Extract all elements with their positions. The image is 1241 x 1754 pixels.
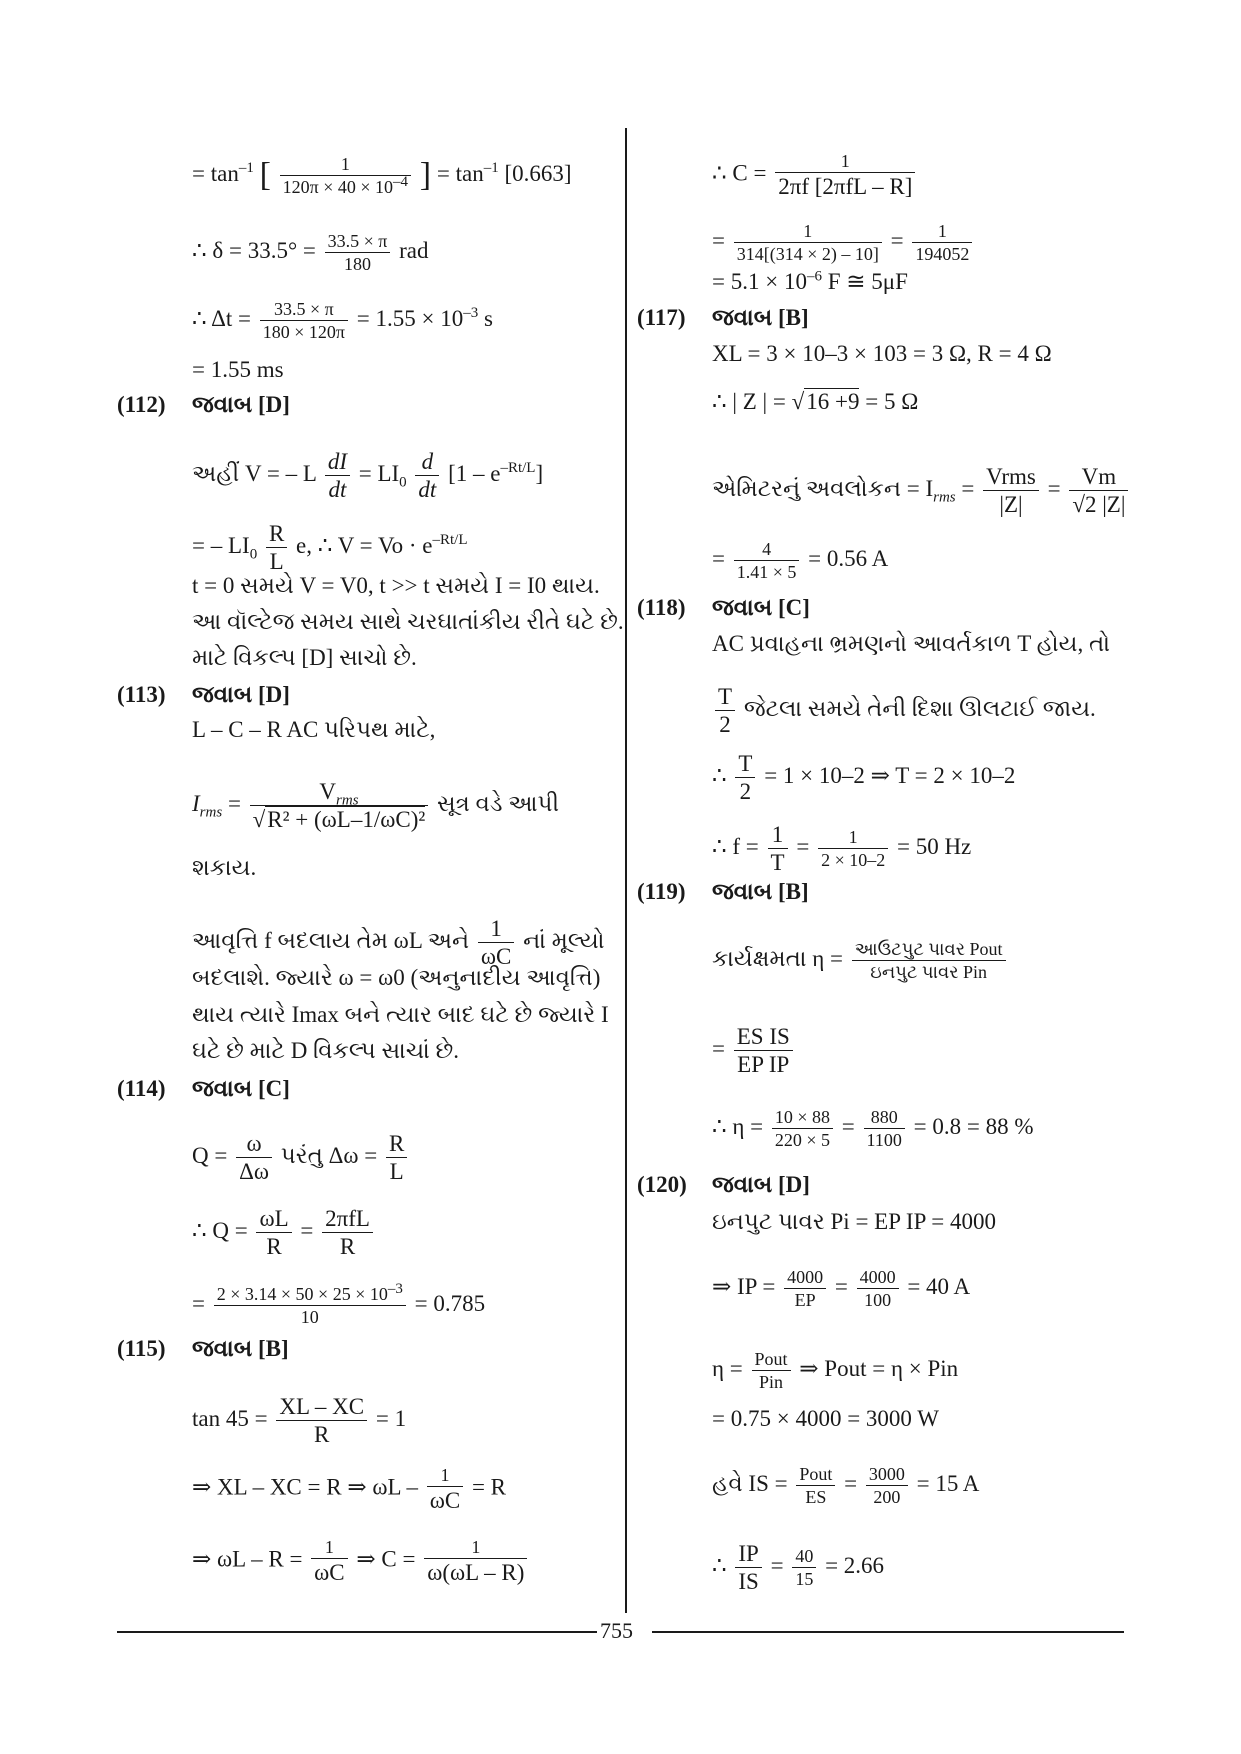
denominator: 194052	[915, 244, 970, 264]
eq: =	[796, 833, 810, 859]
fraction	[236, 1132, 272, 1183]
text: =	[712, 1035, 725, 1061]
numerator: 4000	[784, 1268, 826, 1289]
q113-line-1: L – C – R AC પરિપથ માટે,	[192, 717, 436, 742]
fraction	[775, 152, 915, 198]
numerator: T	[735, 752, 755, 778]
text: ⇒ ωL – R =	[192, 1546, 303, 1572]
text: કાર્યક્ષમતા η =	[712, 945, 844, 971]
lhs-sub: rms	[199, 804, 223, 821]
q113-line-2: $I_{rms}$ = $\frac{V_{rms}}{\text{√R² + (ωL–1/ωC)²}}$ સૂત્ર વડે આપી	[192, 779, 560, 832]
bracket-close: ]	[419, 156, 432, 194]
left-line-4: = 1.55 ms	[192, 357, 284, 382]
q114-line-1	[192, 1132, 410, 1183]
sub: 0	[399, 474, 407, 491]
fraction	[857, 1268, 899, 1309]
rhs-sup: –1	[483, 160, 499, 177]
text: = LI	[358, 460, 400, 486]
denominator: EP IP	[737, 1052, 790, 1077]
denominator: ES	[805, 1487, 827, 1507]
text: ⇒ XL – XC = R ⇒ ωL –	[192, 1474, 418, 1500]
fraction	[266, 522, 287, 573]
fraction	[427, 1466, 463, 1512]
numerator: 1	[424, 1538, 527, 1559]
fraction	[983, 465, 1039, 516]
q120-line-4: = 0.75 × 4000 = 3000 W	[712, 1406, 939, 1431]
fraction	[322, 1207, 373, 1258]
fraction	[734, 540, 800, 581]
denominator: R	[339, 1234, 356, 1259]
numerator: ω	[236, 1132, 272, 1158]
num-text: V	[319, 779, 337, 804]
text: F ≅ 5μF	[827, 269, 908, 294]
text: ∴ Q =	[192, 1217, 248, 1243]
fraction	[325, 450, 350, 501]
sup: –1	[238, 160, 254, 177]
denominator: Pin	[759, 1372, 784, 1392]
denominator: 200	[873, 1487, 901, 1507]
denominator: IS	[738, 1569, 759, 1594]
text: = 50 Hz	[896, 833, 972, 859]
sub: 0	[249, 546, 258, 563]
fraction	[772, 1108, 833, 1149]
q117-number: (117)	[637, 305, 686, 330]
eq: =	[834, 1273, 848, 1299]
q112-line-1	[192, 450, 543, 501]
text: ⇒ C =	[356, 1546, 416, 1572]
rhs-val: [0.663]	[504, 160, 572, 186]
numerator: 40	[792, 1547, 816, 1568]
fraction	[276, 1395, 367, 1446]
fraction	[415, 450, 439, 501]
right-line-2	[712, 222, 975, 263]
numerator: R	[386, 1132, 407, 1158]
fraction	[734, 1025, 793, 1076]
fraction	[250, 780, 429, 831]
unit: s	[483, 305, 493, 331]
denominator: Δω	[239, 1159, 270, 1184]
numerator: IP	[735, 1542, 761, 1568]
sub: rms	[933, 489, 956, 506]
page-number: 755	[600, 1618, 633, 1643]
left-line-1	[192, 155, 572, 196]
denominator: 220 × 5	[774, 1130, 831, 1150]
den-text: 120π × 40 × 10	[282, 177, 394, 197]
fraction	[768, 823, 788, 874]
fraction	[280, 155, 411, 196]
q118-line-2	[712, 685, 1096, 736]
numerator: 33.5 × π	[325, 232, 391, 253]
denominator: T	[770, 850, 785, 875]
sup: –Rt/L	[500, 460, 536, 477]
sup: –6	[806, 268, 822, 285]
denominator: dt	[418, 477, 437, 502]
text: ∴ C =	[712, 160, 767, 186]
numerator: ES IS	[734, 1025, 793, 1051]
fraction	[866, 1465, 908, 1506]
numerator: 1	[734, 222, 882, 243]
denominator: ωC	[429, 1488, 461, 1513]
q119-answer: જવાબ [B]	[712, 879, 809, 904]
fraction	[792, 1547, 816, 1588]
text: એમિટરનું અવલોકન = I	[712, 475, 934, 501]
numerator: R	[266, 522, 287, 548]
fraction	[260, 300, 348, 341]
fraction	[735, 752, 755, 803]
fraction	[424, 1538, 527, 1584]
text: tan 45 =	[192, 1405, 268, 1431]
eq: =	[1047, 475, 1061, 501]
q112-line-4: આ વૉલ્ટેજ સમય સાથે ચરઘાતાંકીય રીતે ઘટે છે.	[192, 609, 624, 634]
numerator: Pout	[752, 1350, 791, 1371]
text: ⇒ Pout = η × Pin	[799, 1355, 959, 1381]
text: = 15 A	[916, 1470, 980, 1496]
left-line-2	[192, 232, 429, 273]
q114-number: (114)	[117, 1076, 166, 1101]
denominator	[280, 176, 411, 196]
denominator: 100	[864, 1290, 892, 1310]
text: અહીં V = – L	[192, 460, 317, 486]
text: ]	[535, 460, 544, 486]
text: η =	[712, 1355, 743, 1381]
fraction	[818, 828, 888, 869]
text: = 0.785	[414, 1290, 486, 1316]
q113-line-5: બદલાશે. જ્યારે ω = ω0 (અનુનાદીય આવૃત્તિ)	[192, 965, 601, 990]
fraction	[311, 1538, 347, 1584]
num-text: 2 × 3.14 × 50 × 25 × 10	[216, 1284, 388, 1304]
q118-answer: જવાબ [C]	[712, 595, 810, 620]
rhs: = tan	[436, 160, 484, 186]
denominator: dt	[328, 477, 347, 502]
q113-line-3: શકાય.	[192, 855, 257, 880]
numerator: 4000	[857, 1268, 899, 1289]
denominator: ωC	[314, 1560, 345, 1585]
text: = – LI	[192, 532, 250, 558]
numerator: T	[715, 685, 735, 711]
lhs: ∴ Δt =	[192, 305, 252, 331]
num-sup: –3	[387, 1281, 403, 1297]
q120-line-5	[712, 1465, 979, 1506]
numerator: 2πfL	[322, 1207, 373, 1233]
text: =	[192, 1290, 205, 1316]
text: = 0.8 = 88 %	[913, 1113, 1034, 1139]
q117-line-3	[712, 465, 1131, 516]
rhs: સૂત્ર વડે આપી	[437, 790, 560, 816]
right-line-1	[712, 152, 918, 198]
lhs: ∴ δ = 33.5° =	[192, 237, 316, 263]
numerator: 1	[775, 152, 915, 173]
text: ∴ η =	[712, 1113, 764, 1139]
footer-rule-left	[117, 1631, 597, 1633]
fraction	[386, 1132, 407, 1183]
numerator: 1	[280, 155, 411, 176]
text: [1 – e	[448, 460, 501, 486]
q112-number: (112)	[117, 392, 166, 417]
right-line-3	[712, 270, 908, 293]
lhs: I	[192, 790, 200, 816]
numerator	[250, 779, 429, 809]
q119-line-1	[712, 940, 1009, 981]
text: = 1 × 10–2 ⇒ T = 2 × 10–2	[764, 762, 1016, 788]
text: = 0.56 A	[808, 545, 889, 571]
denominator: EP	[794, 1290, 816, 1310]
q118-number: (118)	[637, 595, 686, 620]
fraction	[734, 222, 882, 263]
q118-line-1: AC પ્રવાહના ભ્રમણનો આવર્તકાળ T હોય, તો	[712, 631, 1111, 656]
denominator: 15	[795, 1569, 814, 1589]
q119-number: (119)	[637, 879, 686, 904]
text: આવૃત્તિ f બદલાય તેમ ωL અને	[192, 927, 470, 953]
text: ∴ f =	[712, 833, 759, 859]
q117-line-1: XL = 3 × 10–3 × 103 = 3 Ω, R = 4 Ω	[712, 341, 1052, 366]
column-divider	[625, 128, 627, 1613]
denominator: 180	[344, 254, 371, 274]
denominator: 2	[739, 779, 752, 804]
text: ∴ | Z | =	[712, 389, 786, 414]
q114-line-3	[192, 1281, 486, 1327]
eq: =	[770, 1552, 784, 1578]
sup: –Rt/L	[432, 532, 468, 549]
eq: =	[844, 1470, 858, 1496]
text: ∴	[712, 1552, 727, 1578]
numerator: 1	[912, 222, 972, 243]
q117-answer: જવાબ [B]	[712, 305, 809, 330]
numerator: ωL	[256, 1207, 291, 1233]
q120-line-1: ઇનપુટ પાવર Pi = EP IP = 4000	[712, 1209, 996, 1234]
text: = 1	[375, 1405, 407, 1431]
q113-line-4	[192, 917, 604, 968]
denominator: R	[266, 1234, 282, 1259]
numerator: d	[415, 450, 439, 476]
footer-rule-right	[652, 1631, 1124, 1633]
text: જેટલા સમયે તેની દિશા ઊલટાઈ જાય.	[743, 695, 1096, 721]
numerator: 10 × 88	[772, 1108, 833, 1129]
numerator: 3000	[866, 1465, 908, 1486]
q112-line-5: માટે વિકલ્પ [D] સાચો છે.	[192, 645, 417, 670]
q119-line-2	[712, 1025, 796, 1076]
q113-answer: જવાબ [D]	[192, 682, 290, 707]
denominator: √R² + (ωL–1/ωC)²	[252, 807, 426, 832]
q117-line-4	[712, 540, 888, 581]
q115-line-1	[192, 1395, 406, 1446]
rhs-sup: –3	[463, 305, 479, 322]
rhs: = 1.55 × 10	[356, 305, 464, 331]
text: =	[712, 227, 725, 253]
text: ⇒ IP =	[712, 1273, 776, 1299]
text: = 5.1 × 10	[712, 269, 807, 294]
text: =	[712, 545, 725, 571]
text: હવે IS =	[712, 1470, 788, 1496]
q120-number: (120)	[637, 1172, 687, 1197]
q114-line-2	[192, 1207, 376, 1258]
numerator: 4	[734, 540, 800, 561]
text: e, ∴ V = Vo · e	[296, 532, 433, 558]
unit: rad	[399, 237, 429, 263]
denominator: L	[389, 1159, 404, 1184]
sqrt-body: R² + (ωL–1/ωC)²	[267, 807, 426, 832]
q113-line-7: ઘટે છે માટે D વિકલ્પ સાચાં છે.	[192, 1038, 460, 1063]
fraction	[214, 1281, 406, 1327]
numerator: 1	[768, 823, 788, 849]
q115-line-3	[192, 1538, 530, 1584]
numerator: dI	[325, 450, 350, 476]
fraction	[864, 1108, 905, 1149]
numerator: 1	[818, 828, 888, 849]
numerator: 1	[311, 1538, 347, 1559]
numerator: Vrms	[983, 465, 1039, 491]
q120-line-6	[712, 1542, 884, 1593]
numerator: આઉટપુટ પાવર Pout	[852, 940, 1006, 961]
text: ∴	[712, 762, 727, 788]
eq: =	[961, 475, 975, 501]
numerator: Vm	[1069, 465, 1128, 491]
text: = 5 Ω	[865, 389, 919, 414]
text: =	[890, 227, 904, 253]
q115-number: (115)	[117, 1336, 166, 1361]
q119-line-3	[712, 1108, 1033, 1149]
q118-line-3	[712, 752, 1015, 803]
text: = 40 A	[907, 1273, 971, 1299]
denominator: √2 |Z|	[1072, 492, 1126, 517]
denominator: 10	[300, 1307, 319, 1327]
sqrt-body: 16 +9	[806, 389, 860, 414]
q113-number: (113)	[117, 682, 166, 707]
q118-line-4	[712, 823, 971, 874]
numerator: 1	[478, 917, 514, 943]
denominator: 180 × 120π	[262, 322, 346, 342]
text: પરંતુ Δω =	[280, 1142, 378, 1168]
denominator: ω(ωL – R)	[427, 1560, 525, 1585]
text: = R	[471, 1474, 506, 1500]
fraction	[752, 1350, 791, 1391]
numerator	[214, 1281, 406, 1306]
q120-line-2	[712, 1268, 970, 1309]
fraction	[478, 917, 514, 968]
denominator: ઇનપુટ પાવર Pin	[870, 962, 988, 982]
numerator: 33.5 × π	[260, 300, 348, 321]
denominator: ωC	[480, 944, 512, 969]
numerator: 880	[864, 1108, 905, 1129]
numerator: XL – XC	[276, 1395, 367, 1421]
fraction	[715, 685, 735, 736]
text: = tan	[192, 160, 239, 186]
denominator: 1100	[866, 1130, 902, 1150]
fraction	[325, 232, 391, 273]
denominator: 2 × 10–2	[821, 850, 886, 870]
left-line-3	[192, 300, 493, 341]
fraction	[796, 1465, 835, 1506]
denominator: 2πf [2πfL – R]	[778, 174, 913, 199]
num-sub: rms	[336, 792, 359, 809]
fraction	[912, 222, 972, 263]
denominator: R	[314, 1422, 330, 1447]
denominator: 314[(314 × 2) – 10]	[736, 244, 879, 264]
denominator: 2	[719, 712, 731, 737]
eq: =	[841, 1113, 855, 1139]
q114-answer: જવાબ [C]	[192, 1076, 290, 1101]
denominator: L	[269, 549, 284, 574]
text: = 2.66	[825, 1552, 885, 1578]
text: =	[300, 1217, 314, 1243]
q112-line-2	[192, 522, 468, 573]
text: Q =	[192, 1142, 228, 1168]
q115-answer: જવાબ [B]	[192, 1336, 289, 1361]
fraction	[784, 1268, 826, 1309]
text: નાં મૂલ્યો	[523, 927, 605, 953]
q112-line-3: t = 0 સમયે V = V0, t >> t સમયે I = I0 થાય.	[192, 573, 600, 598]
fraction	[256, 1207, 291, 1258]
numerator: 1	[427, 1466, 463, 1487]
fraction	[1069, 465, 1128, 516]
q120-line-3	[712, 1350, 958, 1391]
den-sup: –4	[393, 174, 409, 190]
q112-answer: જવાબ [D]	[192, 392, 290, 417]
q120-answer: જવાબ [D]	[712, 1172, 810, 1197]
q115-line-2	[192, 1466, 506, 1512]
denominator: 1.41 × 5	[736, 562, 797, 582]
q117-line-2: ∴ | Z | = √16 +9 = 5 Ω	[712, 389, 919, 414]
fraction	[852, 940, 1006, 981]
denominator: |Z|	[999, 492, 1023, 517]
numerator: Pout	[796, 1465, 835, 1486]
q113-line-6: થાય ત્યારે Imax બને ત્યાર બાદ ઘટે છે જ્યારે I	[192, 1002, 609, 1027]
fraction	[735, 1542, 761, 1593]
bracket-open: [	[259, 156, 271, 194]
